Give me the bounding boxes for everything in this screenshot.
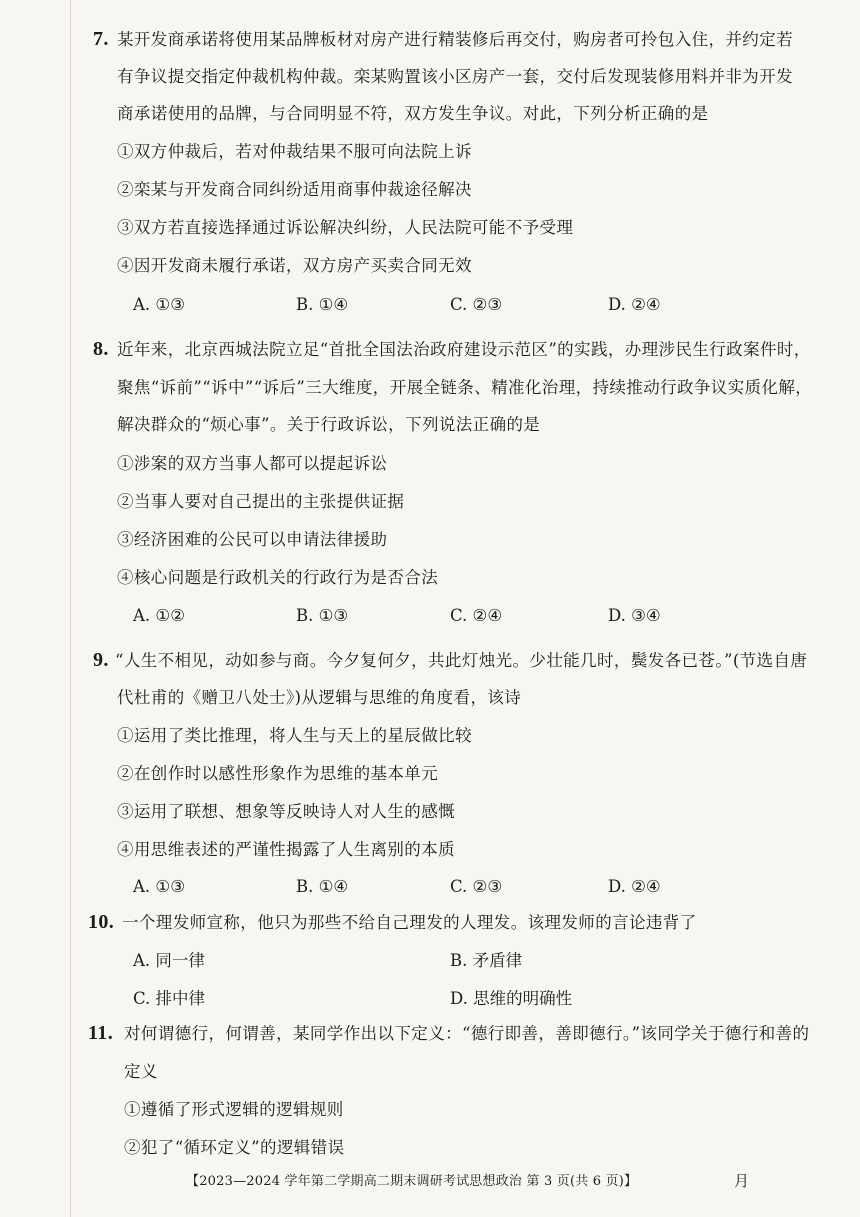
statement-item: ②当事人要对自己提出的主张提供证据 [117, 492, 405, 511]
option-c: C. ②③ [450, 877, 503, 896]
statement-item: ②栾某与开发商合同纠纷适用商事仲裁途径解决 [117, 180, 472, 199]
statement-item: ②犯了“循环定义”的逻辑错误 [124, 1138, 345, 1157]
question-stem-line: 代杜甫的《赠卫八处士》)从逻辑与思维的角度看，该诗 [117, 688, 522, 707]
option-d: D. ③④ [608, 606, 661, 625]
statement-item: ③经济困难的公民可以申请法律援助 [117, 530, 388, 549]
question-stem-line: 有争议提交指定仲裁机构仲裁。栾某购置该小区房产一套，交付后发现装修用料并非为开发 [117, 67, 793, 86]
question-stem-line: 商承诺使用的品牌，与合同明显不符，双方发生争议。对此，下列分析正确的是 [117, 104, 709, 123]
statement-item: ②在创作时以感性形象作为思维的基本单元 [117, 764, 439, 783]
option-a: A. ①② [133, 606, 185, 625]
option-b: B. ①④ [296, 295, 349, 314]
question-stem-line: 近年来，北京西城法院立足“首批全国法治政府建设示范区”的实践，办理涉民生行政案件时， [117, 340, 811, 359]
footer-mark: 月 [734, 1172, 750, 1190]
question-stem-line: “人生不相见，动如参与商。今夕复何夕，共此灯烛光。少壮能几时，鬓发各已苍。”(节选自唐 [115, 651, 808, 670]
question-stem-line: 定义 [124, 1062, 158, 1081]
option-b: B. ①④ [296, 877, 349, 896]
question-number: 9. [93, 649, 109, 671]
option-a: A. 同一律 [133, 951, 205, 970]
statement-item: ③运用了联想、想象等反映诗人对人生的感慨 [117, 802, 455, 821]
option-d: D. ②④ [608, 877, 661, 896]
statement-item: ④核心问题是行政机关的行政行为是否合法 [117, 568, 439, 587]
question-number: 10. [88, 911, 115, 933]
option-a: A. ①③ [133, 295, 185, 314]
question-stem-line: 对何谓德行，何谓善，某同学作出以下定义：“德行即善，善即德行。”该同学关于德行和善的 [124, 1024, 810, 1043]
option-d: D. ②④ [608, 295, 661, 314]
statement-item: ①遵循了形式逻辑的逻辑规则 [124, 1100, 344, 1119]
page-footer: 【2023—2024 学年第二学期高二期末调研考试思想政治 第 3 页(共 6 页)】 [186, 1174, 638, 1189]
question-number: 11. [88, 1022, 114, 1044]
statement-item: ④用思维表述的严谨性揭露了人生离别的本质 [117, 840, 455, 859]
statement-item: ④因开发商未履行承诺，双方房产买卖合同无效 [117, 256, 472, 275]
option-c: C. 排中律 [133, 989, 206, 1008]
question-stem-line: 解决群众的“烦心事”。关于行政诉讼，下列说法正确的是 [117, 415, 541, 434]
page-edge-shadow [70, 0, 71, 1217]
option-c: C. ②③ [450, 295, 503, 314]
question-stem-line: 一个理发师宣称，他只为那些不给自己理发的人理发。该理发师的言论违背了 [122, 913, 697, 932]
option-c: C. ②④ [450, 606, 503, 625]
option-b: B. 矛盾律 [450, 951, 523, 970]
question-stem-line: 聚焦“诉前”“诉中”“诉后”三大维度，开展全链条、精准化治理，持续推动行政争议实质化解， [117, 378, 813, 397]
question-number: 7. [93, 28, 109, 50]
question-stem-line: 某开发商承诺将使用某品牌板材对房产进行精装修后再交付，购房者可拎包入住，并约定若 [117, 30, 793, 49]
option-b: B. ①③ [296, 606, 349, 625]
statement-item: ①双方仲裁后，若对仲裁结果不服可向法院上诉 [117, 142, 472, 161]
option-d: D. 思维的明确性 [450, 989, 573, 1008]
statement-item: ①运用了类比推理，将人生与天上的星辰做比较 [117, 726, 472, 745]
statement-item: ③双方若直接选择通过诉讼解决纠纷，人民法院可能不予受理 [117, 218, 574, 237]
option-a: A. ①③ [133, 877, 185, 896]
statement-item: ①涉案的双方当事人都可以提起诉讼 [117, 454, 388, 473]
question-number: 8. [93, 338, 109, 360]
